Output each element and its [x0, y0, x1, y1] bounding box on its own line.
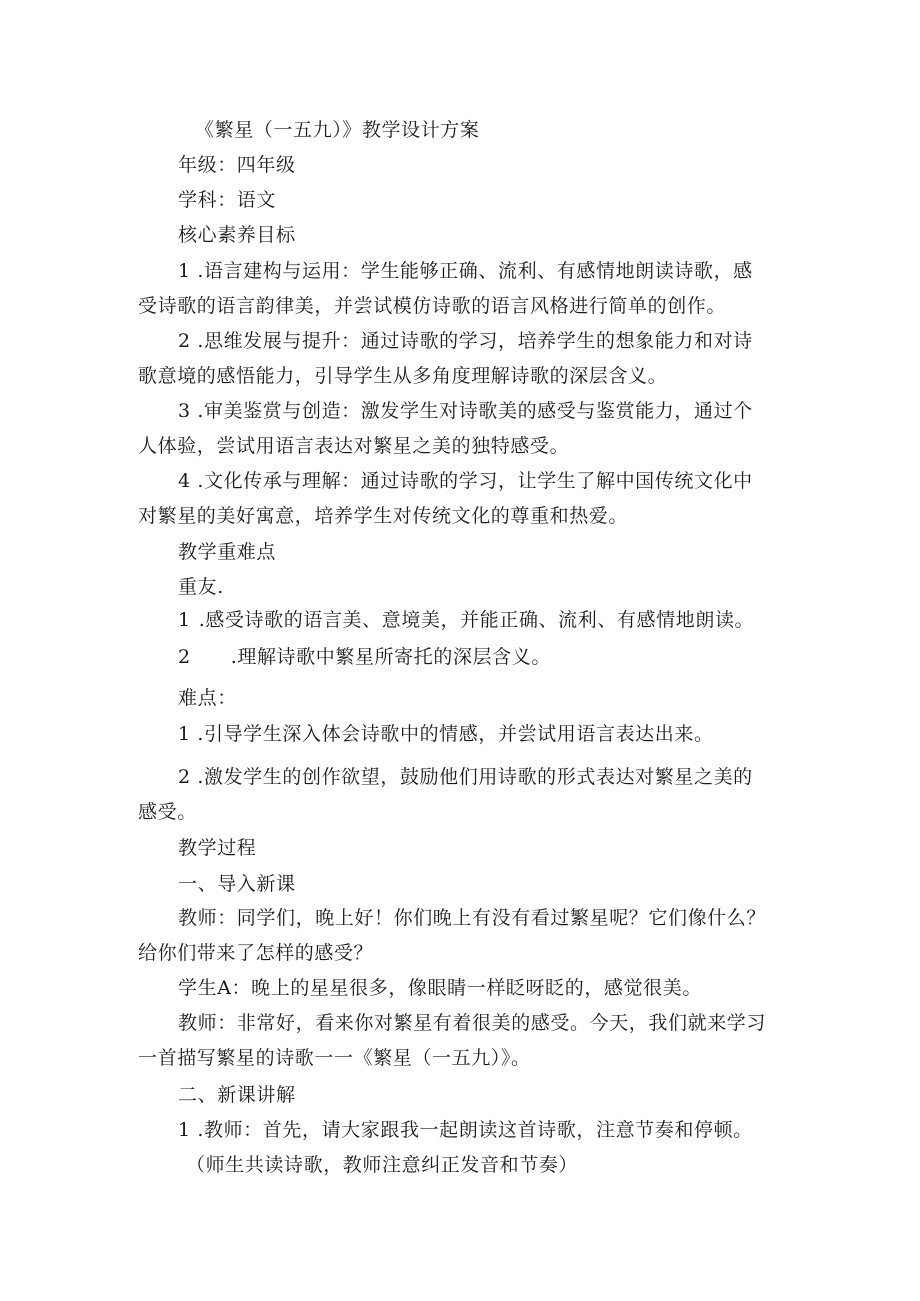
document-title: 《繁星（一五九）》教学设计方案 [195, 119, 480, 141]
key-points-label: 重友. [178, 576, 224, 598]
goal-3-line-2: 人体验，尝试用语言表达对繁星之美的独特感受。 [138, 435, 570, 457]
teacher-response-line-1: 教师：非常好，看来你对繁星有着很美的感受。今天，我们就来学习 [178, 1012, 767, 1034]
key-point-2-text: .理解诗歌中繁星所寄托的深层含义。 [230, 646, 551, 668]
goal-2-line-2: 歌意境的感悟能力，引导学生从多角度理解诗歌的深层含义。 [138, 365, 668, 387]
goal-4-line-2: 对繁星的美好寓意，培养学生对传统文化的尊重和热爱。 [138, 505, 629, 527]
teacher-intro-line-1: 教师：同学们，晚上好！你们晚上有没有看过繁星呢？它们像什么？ [178, 907, 767, 929]
section-2-note: （师生共读诗歌，教师注意纠正发音和节奏） [186, 1154, 579, 1176]
key-point-1-text: .感受诗歌的语言美、意境美，并能正确、流利、有感情地朗读。 [198, 609, 755, 631]
teacher-response-line-2: 一首描写繁星的诗歌一一《繁星（一五九）》。 [138, 1047, 531, 1069]
hard-point-1: 1 .引导学生深入体会诗歌中的情感，并尝试用语言表达出来。 [178, 723, 714, 745]
teacher-intro-line-2: 给你们带来了怎样的感受？ [138, 942, 374, 964]
key-point-1 [178, 608, 754, 632]
key-point-2 [178, 645, 551, 669]
process-heading: 教学过程 [178, 837, 257, 859]
student-a-reply: 学生A：晚上的星星很多，像眼睛一样眨呀眨的，感觉很美。 [178, 977, 702, 999]
goal-4-line-1: 4 .文化传承与理解：通过诗歌的学习，让学生了解中国传统文化中 [178, 470, 753, 492]
core-goals-heading: 核心素养目标 [178, 224, 296, 246]
goal-1-line-1: 1 .语言建构与运用：学生能够正确、流利、有感情地朗读诗歌，感 [178, 260, 753, 282]
hard-point-2-line-2: 感受。 [138, 801, 197, 823]
hard-point-2-line-1: 2 .激发学生的创作欲望，鼓励他们用诗歌的形式表达对繁星之美的 [178, 766, 753, 788]
section-2-heading: 二、新课讲解 [178, 1084, 296, 1106]
section-2-step-1: 1 .教师：首先，请大家跟我一起朗读这首诗歌，注意节奏和停顿。 [178, 1119, 753, 1141]
goal-1-line-2: 受诗歌的语言韵律美，并尝试模仿诗歌的语言风格进行简单的创作。 [138, 295, 727, 317]
goal-3-line-1: 3 .审美鉴赏与创造：激发学生对诗歌美的感受与鉴赏能力，通过个 [178, 400, 753, 422]
goal-2-line-1: 2 .思维发展与提升：通过诗歌的学习，培养学生的想象能力和对诗 [178, 330, 753, 352]
grade-line: 年级：四年级 [178, 154, 296, 176]
key-point-2-number: 2 [178, 646, 191, 668]
difficulty-heading: 教学重难点 [178, 541, 277, 563]
key-point-1-number: 1 [178, 609, 191, 631]
subject-line: 学科：语文 [178, 189, 277, 211]
hard-points-label: 难点： [178, 687, 237, 709]
section-1-heading: 一、导入新课 [178, 873, 296, 895]
